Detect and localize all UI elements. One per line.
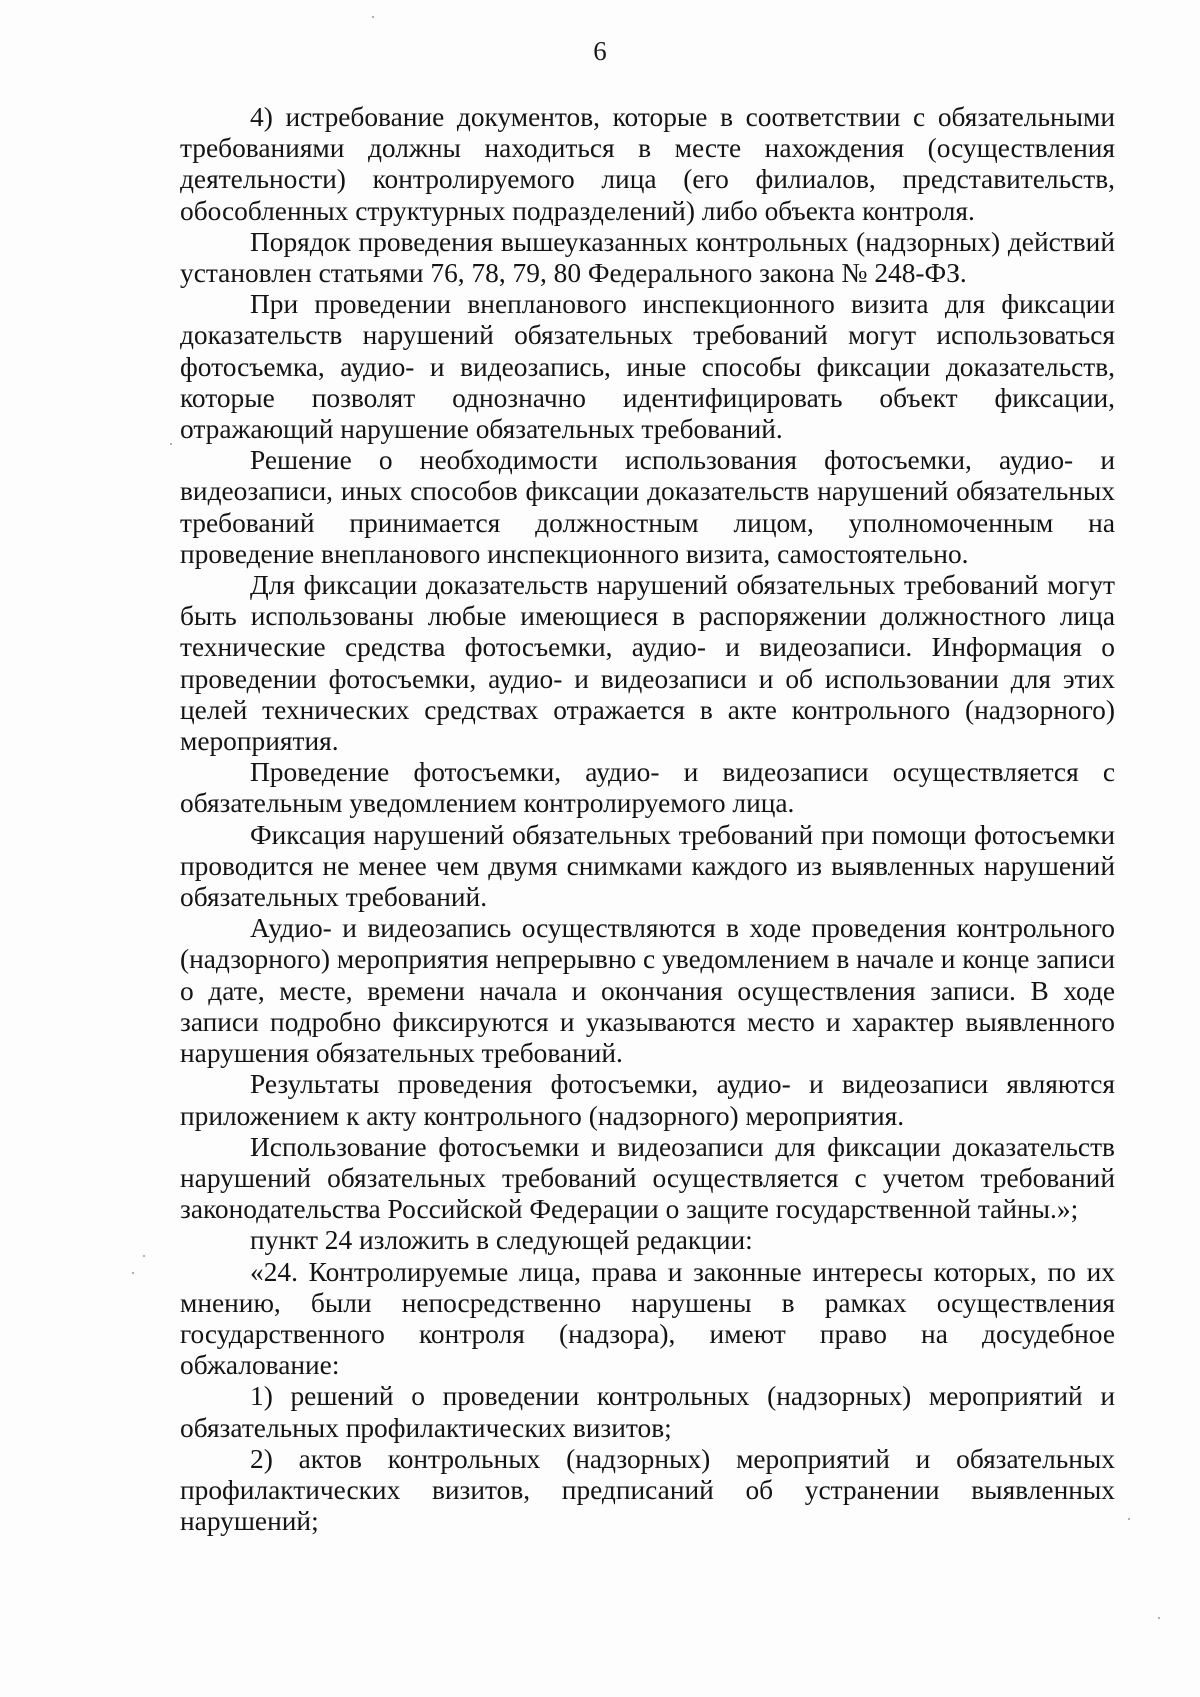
paragraph-evidence-recording: При проведении внепланового инспекционного визита для фиксации доказательств нарушений обязательных требований могут использоваться фотосъемка, аудио- и видеозапись, иные способы фиксации доказательств, которые позволят однозначно идентифицировать объект фиксации, отражающий нарушение обязательных требований. bbox=[180, 289, 1115, 445]
paragraph-technical-means: Для фиксации доказательств нарушений обязательных требований могут быть использованы любые имеющиеся в распоряжении должностного лица технические средства фотосъемки, аудио- и видеозаписи. Информация о проведении фотосъемки, аудио- и видеозаписи и об использовании для этих целей технических средствах отражается в акте контрольного (надзорного) мероприятия. bbox=[180, 570, 1115, 757]
list-item-2: 2) актов контрольных (надзорных) мероприятий и обязательных профилактических визитов, предписаний об устранении выявленных нарушений; bbox=[180, 1443, 1115, 1537]
paragraph-item-4: 4) истребование документов, которые в соответствии с обязательными требованиями должны находиться в месте нахождения (осуществления деятельности) контролируемого лица (его филиалов, представительств, обособленных структурных подразделений) либо объекта контроля. bbox=[180, 102, 1115, 226]
scan-speck bbox=[170, 443, 172, 445]
paragraph-state-secret: Использование фотосъемки и видеозаписи для фиксации доказательств нарушений обязательных требований осуществляется с учетом требований законодательства Российской Федерации о защите государственной тайны.»; bbox=[180, 1131, 1115, 1225]
scan-speck bbox=[143, 1255, 145, 1257]
scan-speck bbox=[132, 1272, 134, 1274]
scan-speck bbox=[372, 16, 374, 18]
paragraph-clause-24: «24. Контролируемые лица, права и законные интересы которых, по их мнению, были непосредственно нарушены в рамках осуществления государственного контроля (надзора), имеют право на досудебное обжалование: bbox=[180, 1256, 1115, 1381]
paragraph-clause-24-intro: пункт 24 изложить в следующей редакции: bbox=[250, 1225, 753, 1256]
document-body bbox=[180, 102, 1115, 1537]
scan-speck bbox=[1158, 1617, 1160, 1619]
scan-speck bbox=[1128, 1518, 1130, 1520]
paragraph-results: Результаты проведения фотосъемки, аудио- и видеозаписи являются приложением к акту контрольного (надзорного) мероприятия. bbox=[180, 1069, 1115, 1131]
list-item-1: 1) решений о проведении контрольных (надзорных) мероприятий и обязательных профилактических визитов; bbox=[180, 1381, 1115, 1443]
paragraph-notification: Проведение фотосъемки, аудио- и видеозаписи осуществляется с обязательным уведомлением контролируемого лица. bbox=[180, 757, 1115, 819]
paragraph-decision: Решение о необходимости использования фотосъемки, аудио- и видеозаписи, иных способов фиксации доказательств нарушений обязательных требований принимается должностным лицом, уполномоченным на проведение внепланового инспекционного визита, самостоятельно. bbox=[180, 445, 1115, 569]
paragraph-procedure: Порядок проведения вышеуказанных контрольных (надзорных) действий установлен статьями 76, 78, 79, 80 Федерального закона № 248-ФЗ. bbox=[180, 226, 1115, 289]
paragraph-audio-video: Аудио- и видеозапись осуществляются в ходе проведения контрольного (надзорного) мероприятия непрерывно с уведомлением в начале и конце записи о дате, месте, времени начала и окончания осуществления записи. В ходе записи подробно фиксируются и указываются место и характер выявленного нарушения обязательных требований. bbox=[180, 913, 1115, 1069]
paragraph-photo-fixation: Фиксация нарушений обязательных требований при помощи фотосъемки проводится не менее чем двумя снимками каждого из выявленных нарушений обязательных требований. bbox=[180, 819, 1115, 913]
page-number: 6 bbox=[593, 36, 607, 66]
